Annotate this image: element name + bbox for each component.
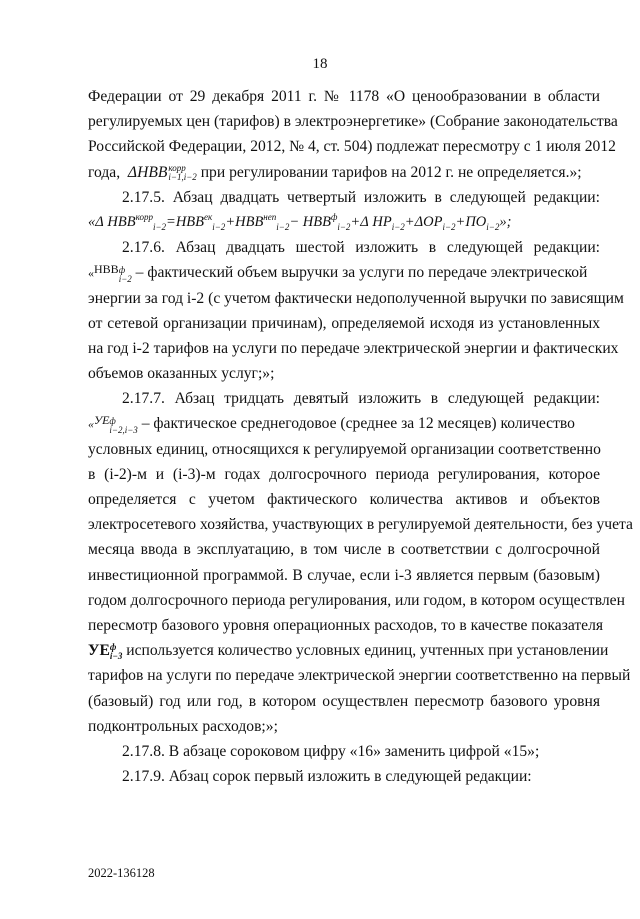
text-line: условных единиц, относящихся к регулируемой организации соответственно bbox=[88, 440, 601, 458]
formula: «Δ $HBB^{корр}_{i-2}=HBB^{ек}_{i-2}+HBB^{неп}_{i-2}- HBB^ф_{i-2}+\Delta$ $HP_{i-2}+\Delta OP_{i-2}+ПО_{i-2}$»; bbox=[88, 212, 512, 232]
text-line: регулируемых цен (тарифов) в электроэнергетике» (Собрание законодательства bbox=[88, 113, 618, 131]
paragraph-heading: 2.17.5. Абзац двадцать четвертый изложить в следующей редакции: bbox=[122, 188, 600, 206]
text-line-formula: УЕ ф i−3 используется количество условных единиц, учтенных при установлении bbox=[88, 641, 609, 661]
text-line: подконтрольных расходов;»; bbox=[88, 717, 278, 735]
text-line-formula: года, ΔHBB корр i−1,i−2 при регулировании тарифов на 2012 г. не определяется.»; bbox=[88, 162, 582, 182]
text-line-formula: «УЕ ф i−2,i−3 – фактическое среднегодовое (среднее за 12 месяцев) количество bbox=[88, 413, 575, 435]
paragraph-heading: 2.17.6. Абзац двадцать шестой изложить в следующей редакции: bbox=[122, 239, 600, 257]
document-body bbox=[88, 84, 633, 789]
text-line: на год i-2 тарифов на услуги по передаче электрической энергии и фактических bbox=[88, 339, 619, 357]
document-code: 2022-136128 bbox=[88, 866, 155, 880]
text-line: Федерации от 29 декабря 2011 г. № 1178 «О ценообразовании в области bbox=[88, 88, 600, 105]
text-line: от сетевой организации причинам), определяемой исходя из установленных bbox=[88, 314, 600, 332]
text-line: пересмотр базового уровня операционных расходов, то в качестве показателя bbox=[88, 616, 604, 634]
text-line: инвестиционной программой. В случае, если i-3 является первым (базовым) bbox=[88, 566, 600, 584]
inline-formula: ΔHBB корр i−1,i−2 bbox=[127, 162, 197, 182]
text-line-formula: «НВВ ф i−2 – фактический объем выручки за услуги по передаче электрической bbox=[88, 262, 588, 284]
text-line: месяца ввода в эксплуатацию, в том числе в соответствии с долгосрочной bbox=[88, 541, 600, 559]
paragraph-heading: 2.17.7. Абзац тридцать девятый изложить в следующей редакции: bbox=[122, 390, 600, 408]
text-line: Российской Федерации, 2012, № 4, ст. 504) подлежат пересмотру с 1 июля 2012 bbox=[88, 138, 616, 156]
page-number: 18 bbox=[312, 56, 328, 72]
text-line: (базовый) год или год, в котором осуществлен пересмотр базового уровня bbox=[88, 692, 600, 710]
text-line: годом долгосрочного периода регулирования, или годом, в котором осуществлен bbox=[88, 591, 625, 609]
formula-line bbox=[88, 210, 600, 235]
inline-formula: «НВВ ф i−2 bbox=[88, 262, 132, 284]
paragraph-heading: 2.17.8. В абзаце сороковом цифру «16» заменить цифрой «15»; bbox=[122, 742, 540, 760]
text-line: определяется с учетом фактического количества активов и объектов bbox=[88, 491, 600, 508]
inline-formula: «УЕ ф i−2,i−3 bbox=[88, 413, 138, 435]
text-line: энергии за год i-2 (с учетом фактически недополученной выручки по зависящим bbox=[88, 289, 624, 307]
text-line: в (i-2)-м и (i-3)-м годах долгосрочного периода регулирования, которое bbox=[88, 465, 600, 483]
text-line: объемов оказанных услуг;»; bbox=[88, 365, 275, 383]
paragraph-heading: 2.17.9. Абзац сорок первый изложить в следующей редакции: bbox=[122, 768, 532, 786]
text-line: тарифов на услуги по передаче электрической энергии соответственно на первый bbox=[88, 667, 631, 685]
inline-formula: УЕ ф i−3 bbox=[88, 641, 123, 661]
text-line: электросетевого хозяйства, участвующих в регулируемой деятельности, без учета bbox=[88, 516, 633, 534]
